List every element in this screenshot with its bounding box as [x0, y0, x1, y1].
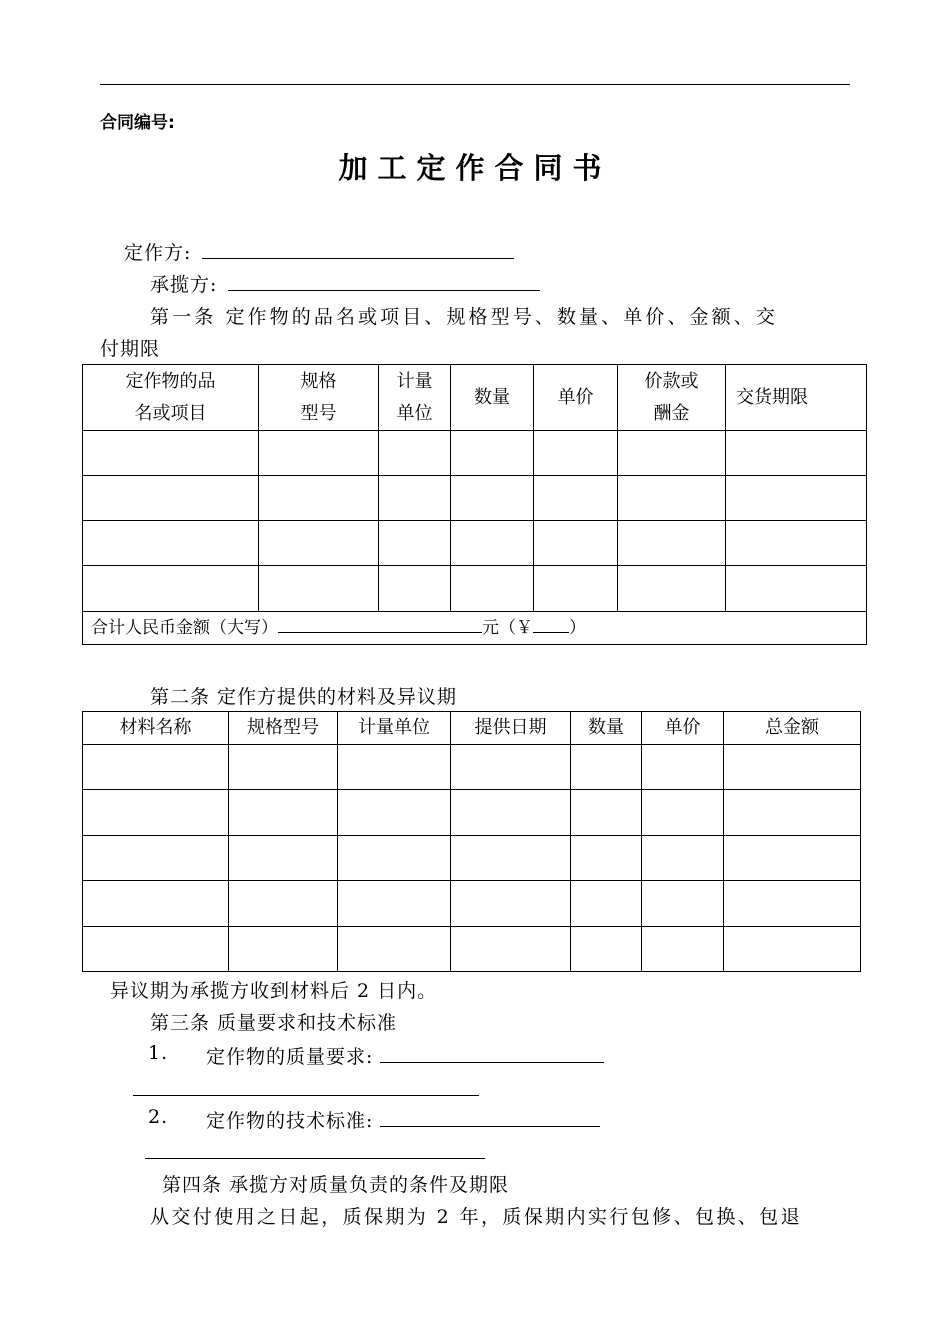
- table-row: [83, 790, 861, 836]
- table-row: [83, 566, 867, 612]
- party-a-field[interactable]: [202, 240, 514, 259]
- quality-requirement-field[interactable]: [380, 1044, 604, 1063]
- header-cell: 计量单位: [338, 712, 451, 745]
- technical-standard-field-cont[interactable]: [145, 1158, 485, 1159]
- article3-item1-number: 1.: [148, 1042, 169, 1064]
- header-cell: 单价: [534, 365, 618, 431]
- objection-period-note: 异议期为承揽方收到材料后 2 日内。: [110, 980, 438, 1002]
- header-cell: 数量: [451, 365, 534, 431]
- total-unit: 元（￥: [482, 618, 533, 638]
- header-cell: 总金额: [724, 712, 861, 745]
- article4-body: 从交付使用之日起，质保期为 2 年，质保期内实行包修、包换、包退: [150, 1206, 802, 1228]
- article3-item1: [206, 1042, 604, 1069]
- party-b-label: 承揽方:: [150, 274, 218, 296]
- article3-item2-number: 2.: [148, 1106, 169, 1128]
- header-cell: 材料名称: [83, 712, 229, 745]
- article1-heading-line2: 付期限: [100, 338, 161, 360]
- table-row: [83, 476, 867, 521]
- table-row: [83, 881, 861, 927]
- header-cell: 数量: [571, 712, 642, 745]
- technical-standard-field[interactable]: [380, 1108, 600, 1127]
- article3-heading: 第三条 质量要求和技术标准: [150, 1012, 398, 1034]
- article1-header-row: [83, 365, 867, 431]
- quality-requirement-field-cont[interactable]: [133, 1095, 479, 1096]
- header-cell: 价款或 酬金: [618, 365, 726, 431]
- header-cell: 规格 型号: [259, 365, 379, 431]
- article4-heading: 第四条 承揽方对质量负责的条件及期限: [162, 1174, 510, 1196]
- header-cell: 定作物的品 名或项目: [83, 365, 259, 431]
- quality-requirement-label: 定作物的质量要求:: [206, 1046, 374, 1068]
- table-row: [83, 745, 861, 790]
- technical-standard-label: 定作物的技术标准:: [206, 1110, 374, 1132]
- table-row: [83, 927, 861, 972]
- total-close: ）: [569, 618, 586, 638]
- article3-item2: [206, 1106, 600, 1133]
- party-a-label: 定作方:: [124, 242, 192, 264]
- table-row: [83, 521, 867, 566]
- article1-heading-line1: 第一条 定作物的品名或项目、规格型号、数量、单价、金额、交: [150, 306, 778, 328]
- header-cell: 提供日期: [451, 712, 571, 745]
- total-uppercase-field[interactable]: [278, 618, 482, 633]
- header-cell: 交货期限: [726, 365, 867, 431]
- header-rule: [100, 84, 850, 85]
- article2-heading: 第二条 定作方提供的材料及异议期: [150, 686, 458, 708]
- contract-number-label: 合同编号:: [100, 113, 175, 133]
- total-numeric-field[interactable]: [533, 618, 569, 633]
- party-a-line: [124, 238, 514, 265]
- total-row: [83, 612, 867, 645]
- header-cell: 计量 单位: [379, 365, 451, 431]
- header-cell: 规格型号: [229, 712, 338, 745]
- party-b-line: [150, 270, 540, 297]
- header-cell: 单价: [642, 712, 724, 745]
- table-row: [83, 431, 867, 476]
- table-row: [83, 836, 861, 881]
- document-title: 加工定作合同书: [338, 151, 612, 185]
- article2-table: [82, 711, 861, 972]
- article2-header-row: [83, 712, 861, 745]
- article1-table: [82, 364, 867, 645]
- total-label: 合计人民币金额（大写）: [91, 618, 278, 638]
- party-b-field[interactable]: [228, 272, 540, 291]
